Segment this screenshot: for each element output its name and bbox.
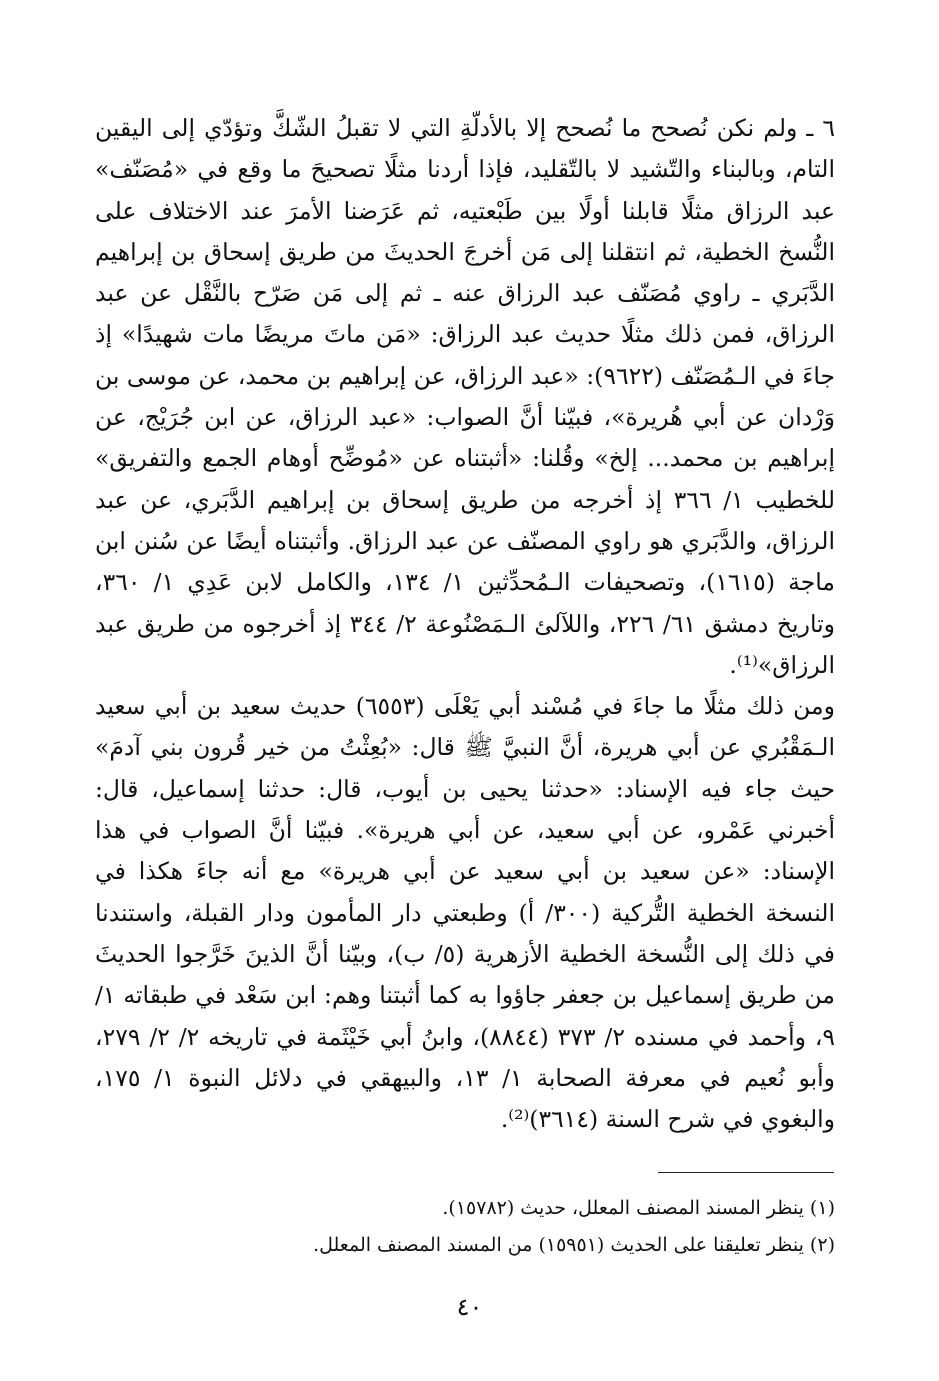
footnote-divider bbox=[658, 1172, 834, 1173]
page-number: ٤٠ bbox=[456, 1293, 483, 1321]
paragraph-musnad-abi-yala: ومن ذلك مثلًا ما جاءَ في مُسْند أبي يَعْلَى (٦٥٥٣) حديث سعيد بن أبي سعيد الـمَقْبُري عن أبي هريرة، أنَّ النبيَّ ﷺ قال: «بُعِثْتُ من خير قُرون بني آدمَ» حيث جاء فيه الإسناد: «حدثنا يحيى بن أيوب، قال: حدثنا إسماعيل، قال: أخبرني عَمْرو، عن أبي سعيد، عن أبي هريرة». فبيّنا أنَّ الصواب في هذا الإسناد: «عن سعيد بن أبي سعيد عن أبي هريرة» مع أنه جاءَ هكذا في النسخة الخطية التُّركية (٣٠٠/ أ) وطبعتي دار المأمون ودار القبلة، واستندنا في ذلك إلى النُّسخة الخطية الأزهرية (٥/ ب)، وبيّنا أنَّ الذينَ خَرَّجوا الحديثَ من طريق إسماعيل بن جعفر جاؤوا به كما أثبتنا وهم: ابن سَعْد في طبقاته ١/ ٩، وأحمد في مسنده ٢/ ٣٧٣ (٨٨٤٤)، وابنُ أبي خَيْثَمة في تاريخه ٢/ ٢/ ٢٧٩، وأبو نُعيم في معرفة الصحابة ١/ ١٣، والبيهقي في دلائل النبوة ١/ ١٧٥، والبغوي في شرح السنة (٣٦١٤)⁽²⁾. bbox=[95, 692, 836, 1134]
footnote-2: (٢) ينظر تعليقنا على الحديث (١٥٩٥١) من المسند المصنف المعلل. bbox=[313, 1234, 835, 1256]
footnote-1: (١) ينظر المسند المصنف المعلل، حديث (١٥٧٨٢). bbox=[442, 1197, 835, 1219]
footnotes bbox=[95, 1190, 835, 1264]
paragraph-6-mushannaf: ٦ ـ ولم نكن نُصحح ما نُصحح إلا بالأدلّةِ التي لا تقبلُ الشّكَّ وتؤدّي إلى اليقين التام، وبالبناء والتّشيد لا بالتّقليد، فإذا أردنا مثلًا تصحيحَ ما وقع في «مُصَنّف» عبد الرزاق مثلًا قابلنا أولًا بين طَبْعتيه، ثم عَرَضنا الأمرَ عند الاختلاف على النُّسخ الخطية، ثم انتقلنا إلى مَن أخرجَ الحديثَ من طريق إسحاق بن إبراهيم الدَّبَري ـ راوي مُصَنّف عبد الرزاق عنه ـ ثم إلى مَن صَرّح بالنَّقْل عن عبد الرزاق، فمن ذلك مثلًا حديث عبد الرزاق: «مَن ماتَ مريضًا مات شهيدًا» إذ جاءَ في الـمُصَنّف (٩٦٢٢): «عبد الرزاق، عن إبراهيم بن محمد، عن موسى بن وَرْدان عن أبي هُريرة»، فبيّنا أنَّ الصواب: «عبد الرزاق، عن ابن جُرَيْج، عن إبراهيم بن محمد... إلخ» وقُلنا: «أثبتناه عن «مُوضِّح أوهام الجمع والتفريق» للخطيب ١/ ٣٦٦ إذ أخرجه من طريق إسحاق بن إبراهيم الدَّبَري، عن عبد الرزاق، والدَّبَري هو راوي المصنّف عن عبد الرزاق. وأثبتناه أيضًا عن سُنن ابن ماجة (١٦١٥)، وتصحيفات الـمُحدِّثين ١/ ١٣٤، والكامل لابن عَدِي ١/ ٣٦٠، وتاريخ دمشق ٦١/ ٢٢٦، واللآلئ الـمَصْنُوعة ٢/ ٣٤٤ إذ أخرجوه من طريق عبد الرزاق»⁽¹⁾. bbox=[95, 114, 836, 679]
main-text bbox=[95, 108, 835, 1140]
